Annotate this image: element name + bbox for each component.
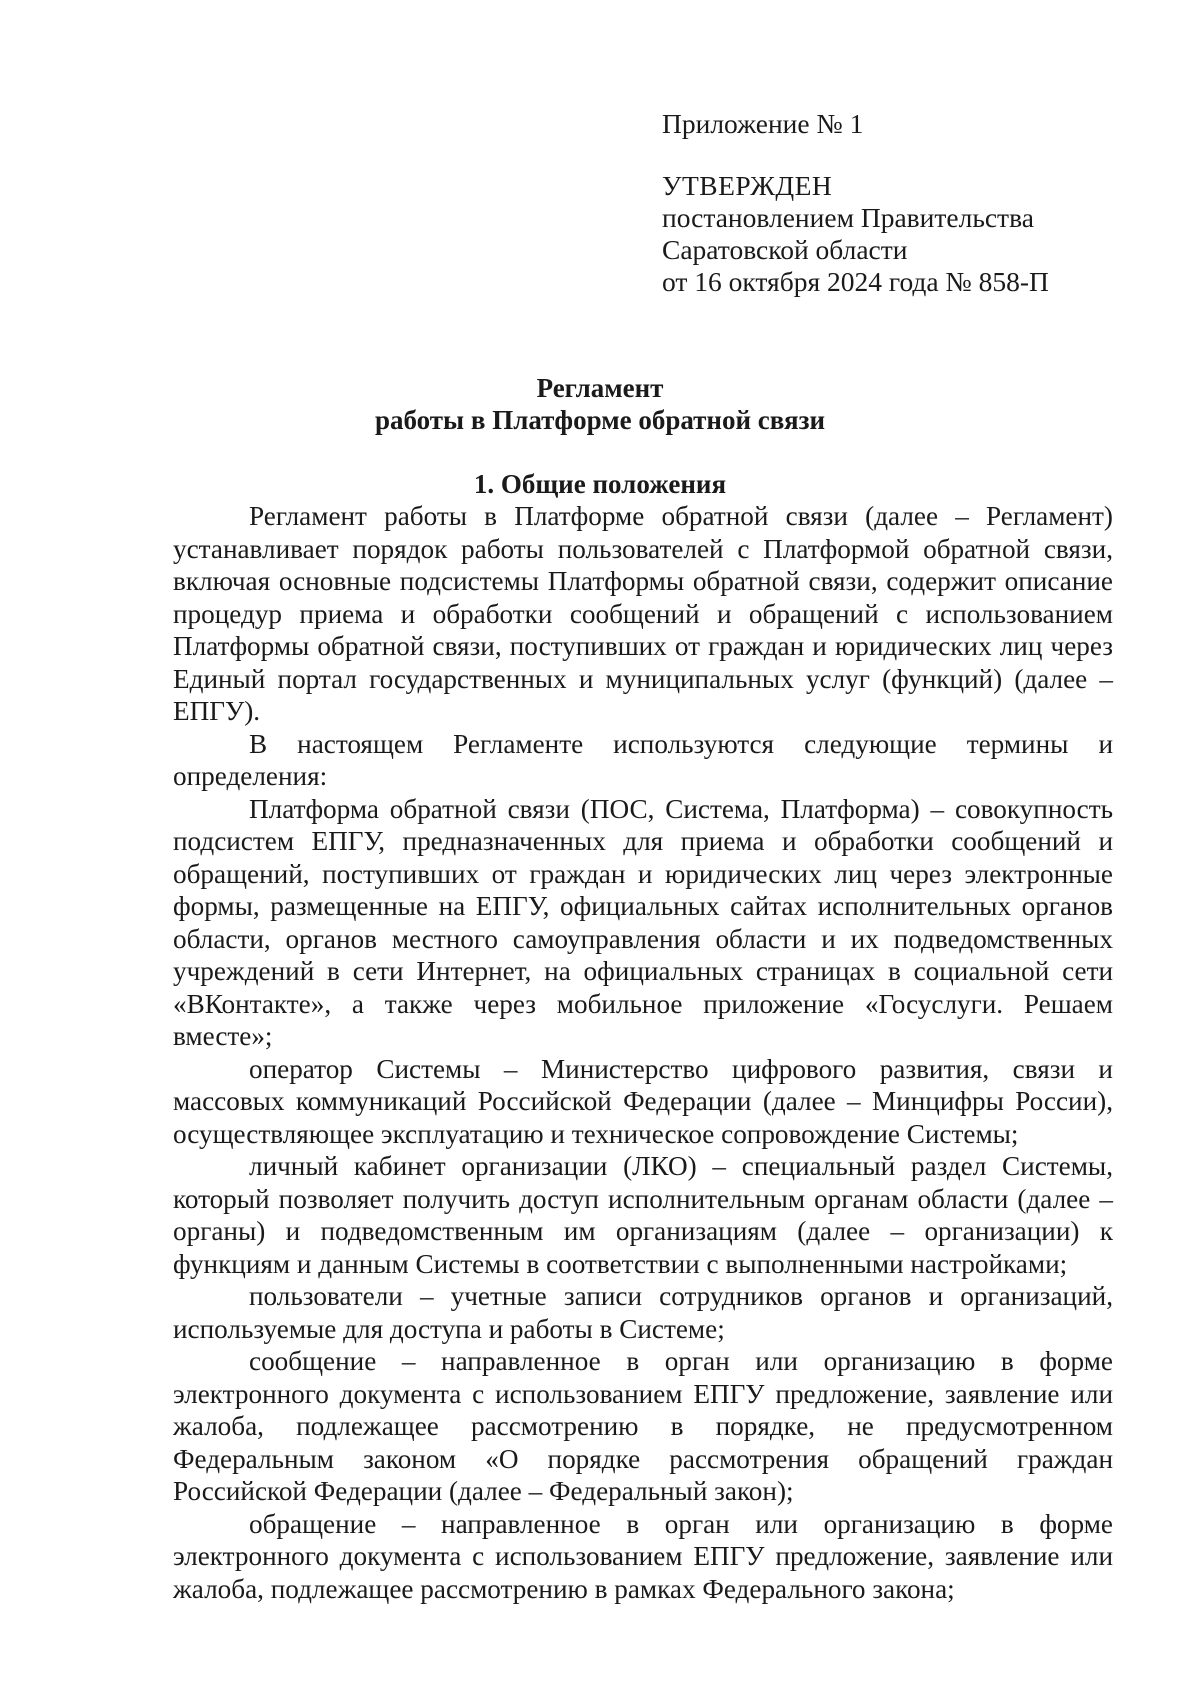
paragraph-message-definition: сообщение – направленное в орган или организацию в форме электронного документа с использованием ЕПГУ предложение, заявление или жалоба, подлежащее рассмотрению в порядке, не предусмотренном Федеральным законом «О порядке рассмотрения обращений граждан Российской Федерации (далее – Федеральный закон);: [173, 1346, 1113, 1506]
body-text: [173, 500, 1113, 1605]
approval-line-2: Саратовской области: [662, 234, 908, 265]
approved-label: УТВЕРЖДЕН: [662, 170, 833, 201]
paragraph-terms-intro: В настоящем Регламенте используются следующие термины и определения:: [173, 728, 1113, 791]
paragraph-users-definition: пользователи – учетные записи сотрудников органов и организаций, используемые для доступа и работы в Системе;: [173, 1281, 1113, 1344]
document-title: Регламент: [536, 373, 664, 403]
section-heading: 1. Общие положения: [473, 469, 727, 499]
paragraph-cabinet-definition: личный кабинет организации (ЛКО) – специальный раздел Системы, который позволяет получить доступ исполнительным органам области (далее – органы) и подведомственным им организациям (далее – организации) к функциям и данным Системы в соответствии с выполненными настройками;: [173, 1151, 1113, 1279]
appendix-label: Приложение № 1: [662, 108, 864, 139]
approval-line-1: постановлением Правительства: [662, 202, 1034, 233]
paragraph-platform-definition: Платформа обратной связи (ПОС, Система, Платформа) – совокупность подсистем ЕПГУ, предназначенных для приема и обработки сообщений и обращений, поступивших от граждан и юридических лиц через электронные формы, размещенные на ЕПГУ, официальных сайтах исполнительных органов области, органов местного самоуправления области и их подведомственных учреждений в сети Интернет, на официальных страницах в социальной сети «ВКонтакте», а также через мобильное приложение «Госуслуги. Решаем вместе»;: [173, 793, 1113, 1051]
document-subtitle: работы в Платформе обратной связи: [374, 405, 826, 435]
paragraph-operator-definition: оператор Системы – Министерство цифрового развития, связи и массовых коммуникаций Российской Федерации (далее – Минцифры России), осуществляющее эксплуатацию и техническое сопровождение Системы;: [173, 1053, 1113, 1149]
paragraph-intro: Регламент работы в Платформе обратной связи (далее – Регламент) устанавливает порядок работы пользователей с Платформой обратной связи, включая основные подсистемы Платформы обратной связи, содержит описание процедур приема и обработки сообщений и обращений с использованием Платформы обратной связи, поступивших от граждан и юридических лиц через Единый портал государственных и муниципальных услуг (функций) (далее – ЕПГУ).: [173, 501, 1113, 726]
approval-block: [662, 108, 1049, 298]
paragraph-appeal-definition: обращение – направленное в орган или организацию в форме электронного документа с использованием ЕПГУ предложение, заявление или жалоба, подлежащее рассмотрению в рамках Федерального закона;: [173, 1508, 1113, 1604]
approval-line-3: от 16 октября 2024 года № 858-П: [662, 266, 1049, 297]
